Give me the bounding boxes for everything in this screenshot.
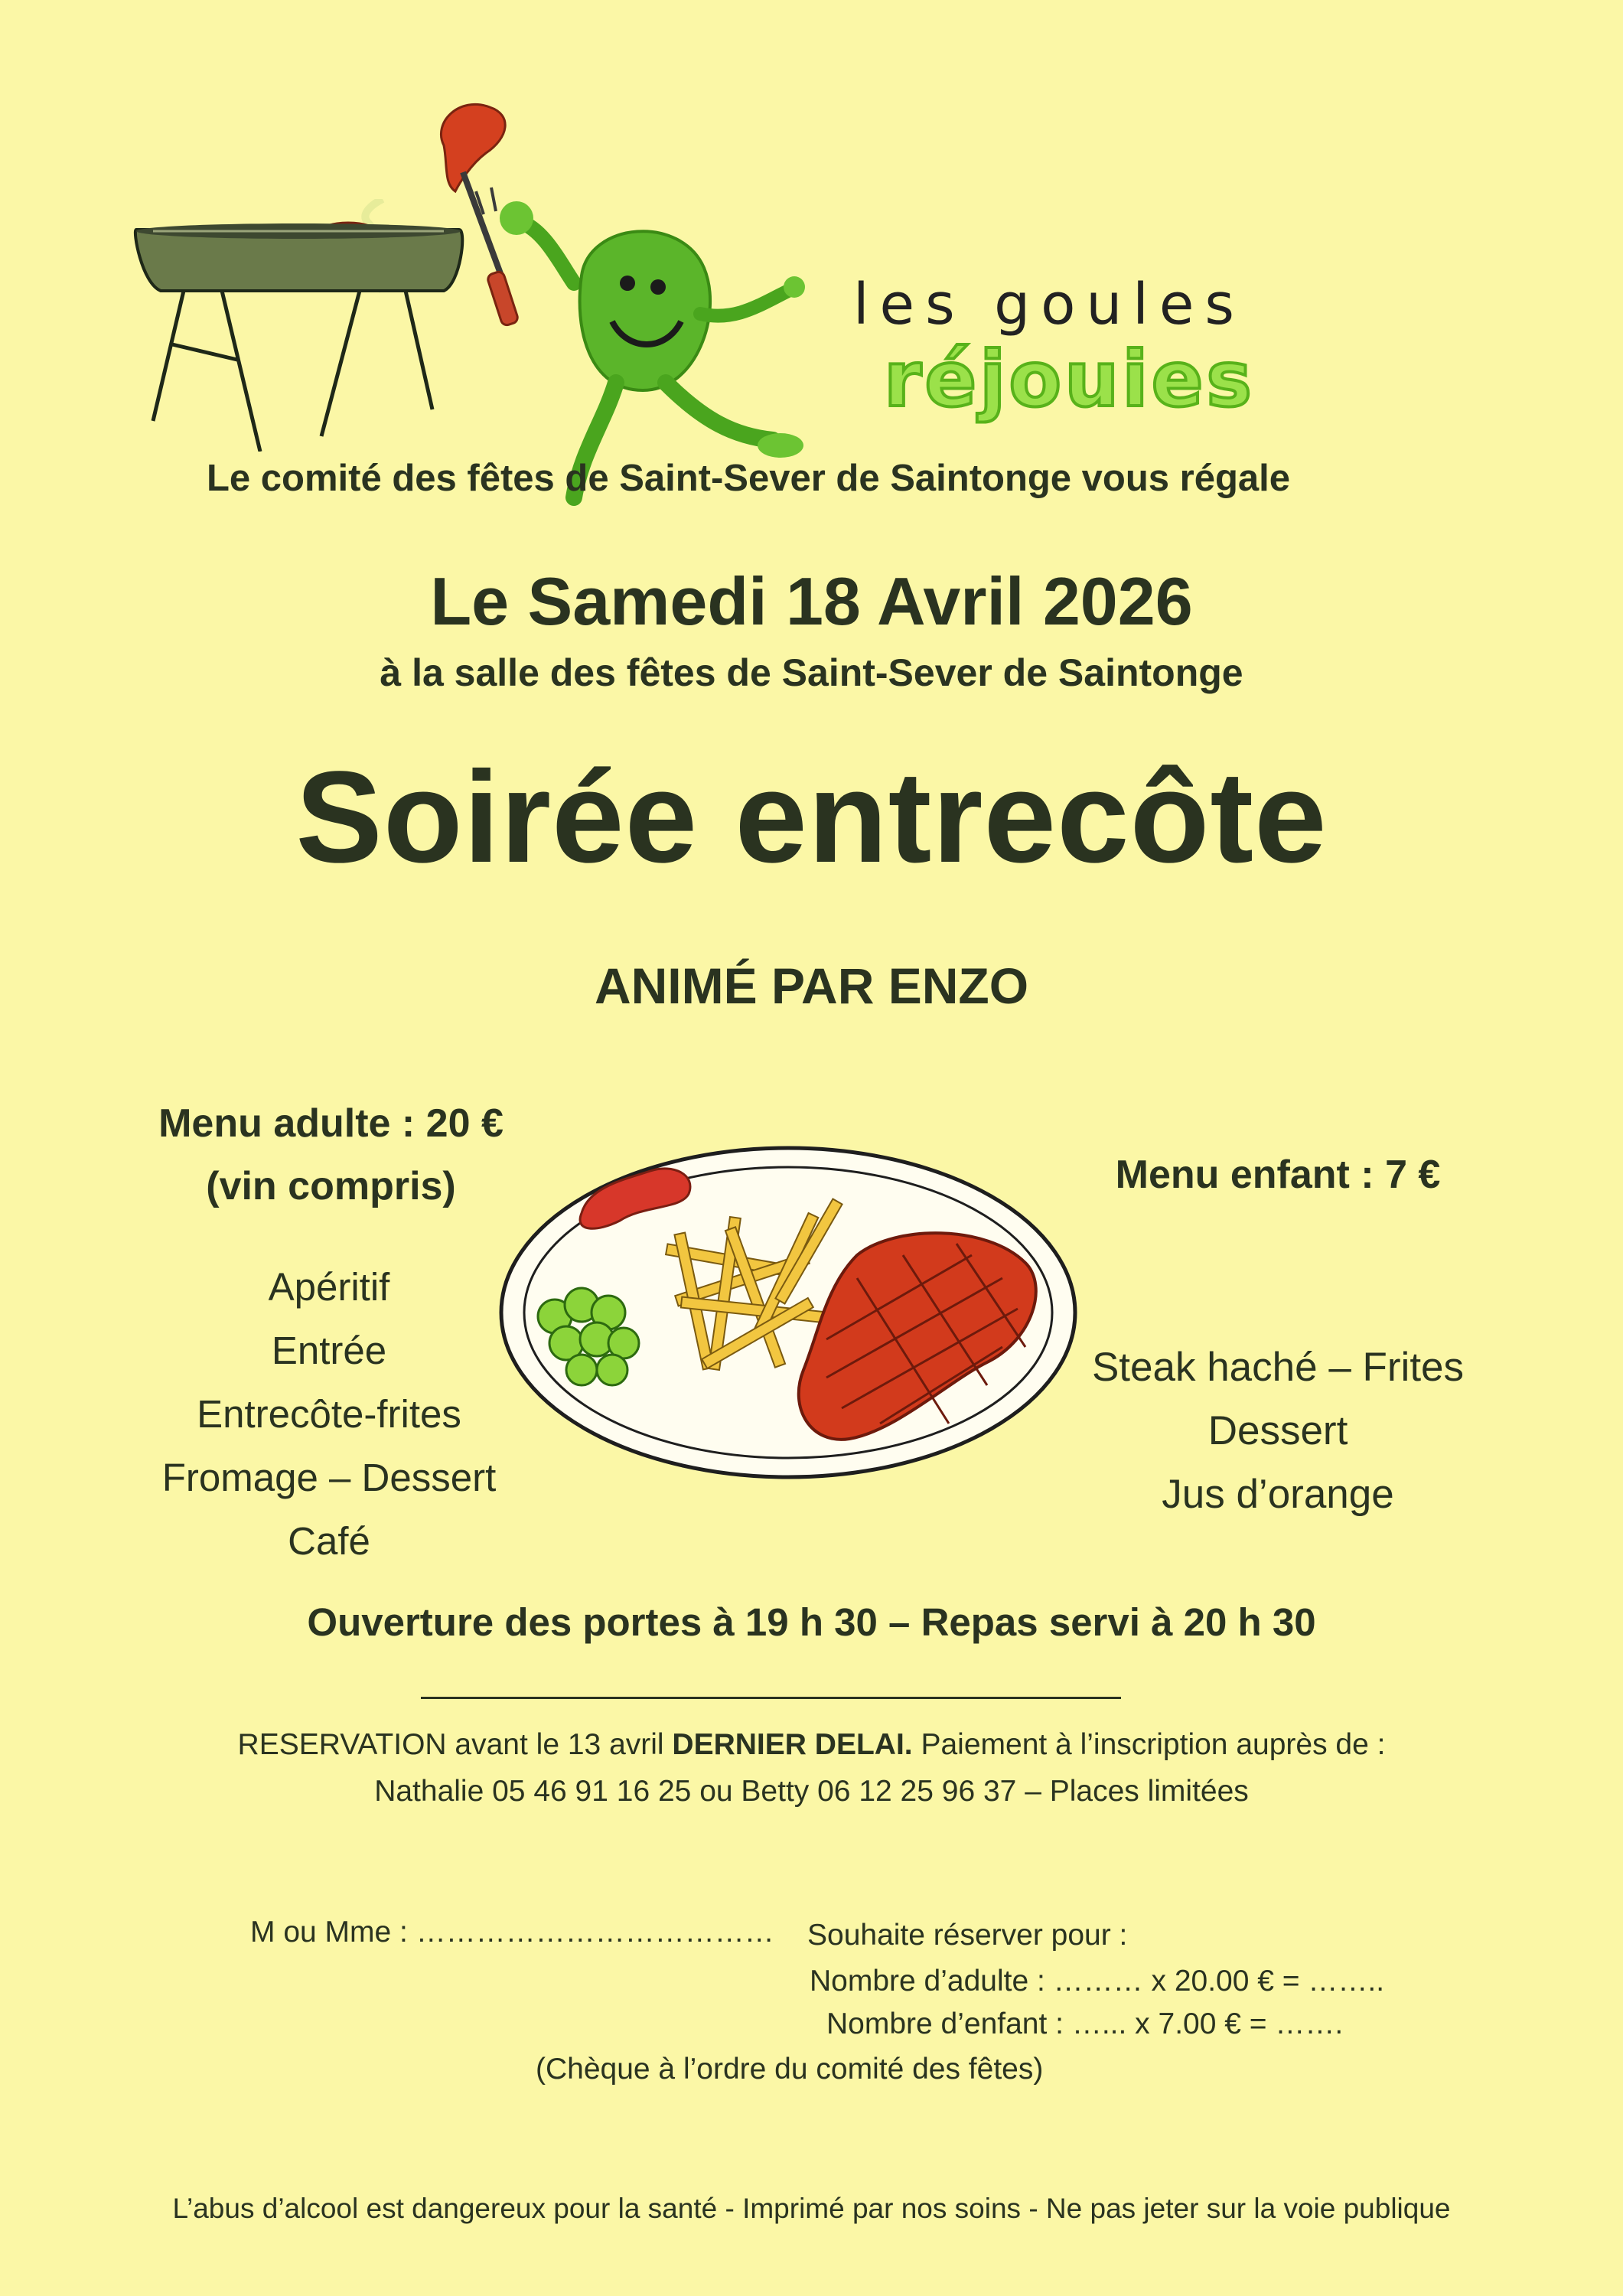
legal-footer: L’abus d’alcool est dangereux pour la santé - Imprimé par nos soins - Ne pas jeter sur la voie publique bbox=[172, 2193, 1451, 2224]
event-hours: Ouverture des portes à 19 h 30 – Repas servi à 20 h 30 bbox=[307, 1600, 1316, 1644]
organizer-tagline: Le comité des fêtes de Saint-Sever de Saintonge vous régale bbox=[207, 458, 1291, 499]
divider bbox=[421, 1697, 1121, 1699]
form-name-line: M ou Mme : ……………………………… bbox=[250, 1916, 774, 1949]
reservation-contacts: Nathalie 05 46 91 16 25 ou Betty 06 12 25 96 37 – Places limitées bbox=[374, 1775, 1249, 1808]
menu-item: Dessert bbox=[1207, 1408, 1348, 1453]
logo-line-2: réjouies bbox=[884, 334, 1255, 424]
logo-line-1: les goules bbox=[853, 272, 1245, 338]
les-goules-rejouies-logo bbox=[849, 272, 1278, 440]
child-menu-items bbox=[1060, 1336, 1496, 1526]
menu-item: Entrée bbox=[271, 1329, 387, 1372]
adult-menu-items bbox=[122, 1255, 536, 1573]
event-venue: à la salle des fêtes de Saint-Sever de Saintonge bbox=[380, 651, 1243, 694]
menu-item: Café bbox=[288, 1519, 370, 1563]
menu-item: Apéritif bbox=[268, 1265, 390, 1309]
reservation-emphasis: DERNIER DELAI. bbox=[672, 1728, 913, 1761]
menu-item: Fromage – Dessert bbox=[161, 1456, 497, 1499]
adult-menu-header bbox=[142, 1092, 520, 1218]
adult-menu-note: (vin compris) bbox=[206, 1164, 456, 1208]
steak-frites-plate-icon bbox=[497, 1140, 1079, 1485]
event-title: Soirée entrecôte bbox=[295, 745, 1328, 890]
reservation-deadline bbox=[0, 1728, 1623, 1762]
form-cheque-note: (Chèque à l’ordre du comité des fêtes) bbox=[536, 2053, 1044, 2086]
child-menu-price: Menu enfant : 7 € bbox=[1115, 1153, 1441, 1197]
animation-credit: ANIMÉ PAR ENZO bbox=[594, 957, 1029, 1014]
form-adult-line: Nombre d’adulte : ……… x 20.00 € = …….. bbox=[810, 1965, 1385, 1998]
form-reserve-label: Souhaite réserver pour : bbox=[807, 1919, 1128, 1952]
menu-item: Entrecôte-frites bbox=[197, 1392, 461, 1436]
adult-menu-price: Menu adulte : 20 € bbox=[158, 1101, 504, 1146]
form-child-line: Nombre d’enfant : …... x 7.00 € = ……. bbox=[826, 2007, 1344, 2040]
reservation-prefix: RESERVATION avant le 13 avril bbox=[237, 1728, 673, 1761]
event-date: Le Samedi 18 Avril 2026 bbox=[430, 563, 1193, 639]
menu-item: Jus d’orange bbox=[1162, 1472, 1394, 1517]
reservation-suffix: Paiement à l’inscription auprès de : bbox=[912, 1728, 1386, 1761]
barbecue-grill-icon bbox=[130, 199, 467, 452]
menu-item: Steak haché – Frites bbox=[1091, 1345, 1465, 1390]
